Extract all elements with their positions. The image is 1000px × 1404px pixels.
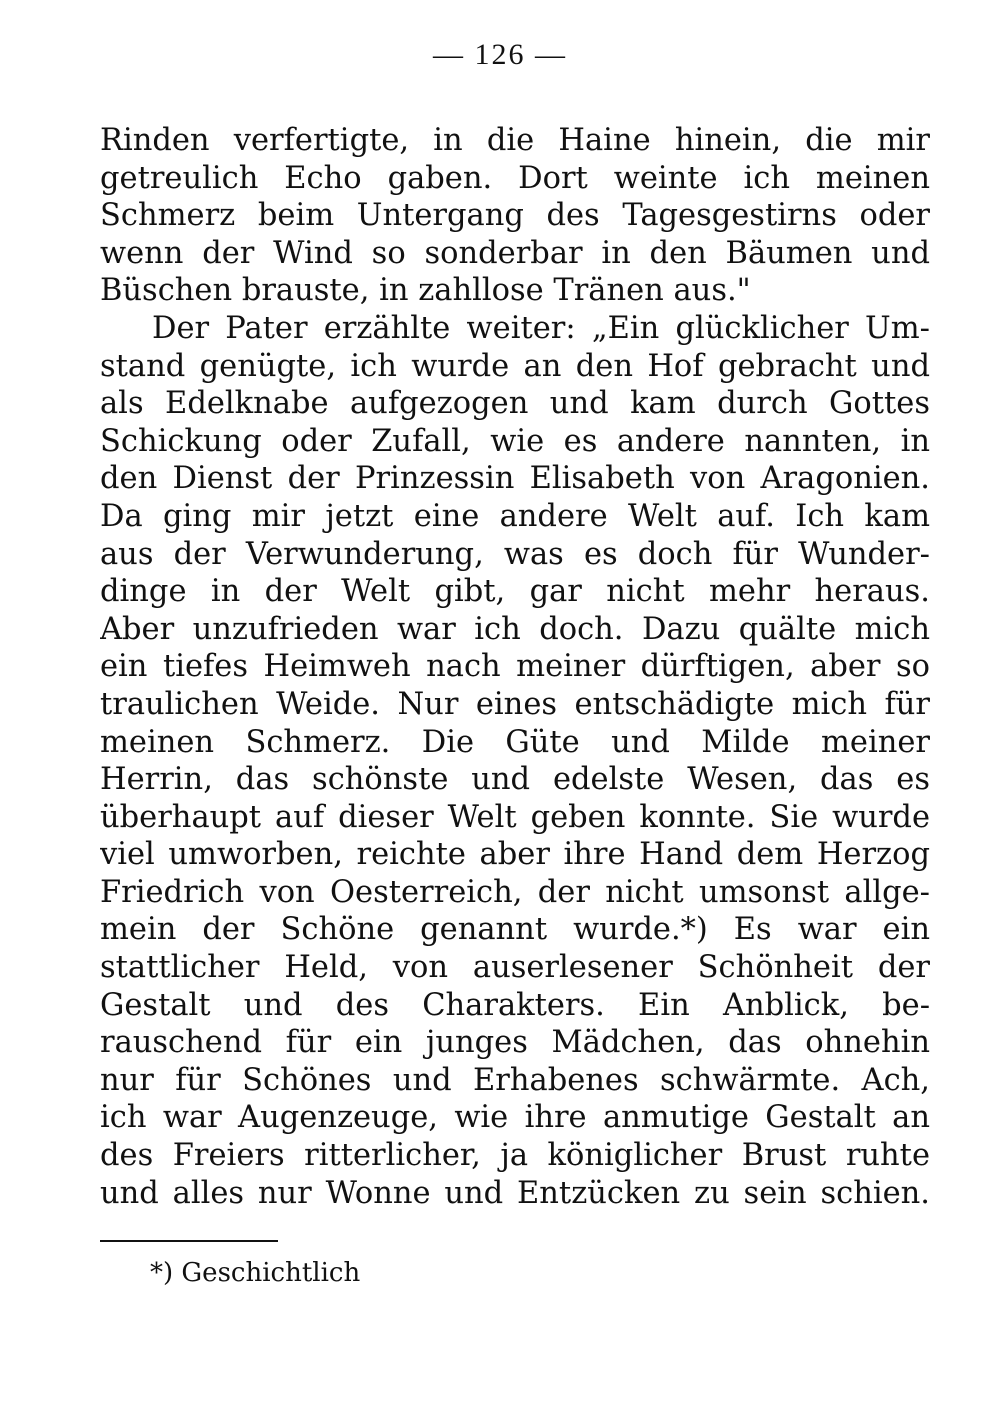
text-line: stand genügte, ich wurde an den Hof gebracht und — [100, 348, 930, 384]
text-line: Da ging mir jetzt eine andere Welt auf. Ich kam — [100, 498, 930, 534]
text-line: mein der Schöne genannt wurde.*) Es war ein — [100, 912, 930, 948]
text-line: ein tiefes Heimweh nach meiner dürftigen, aber so — [100, 649, 930, 685]
text-line: viel umworben, reichte aber ihre Hand dem Herzog — [100, 837, 930, 873]
body-text — [100, 122, 930, 1212]
footnote: *) Geschichtlich — [150, 1258, 361, 1288]
text-line: Friedrich von Oesterreich, der nicht umsonst allge- — [100, 874, 930, 910]
text-line: Schickung oder Zufall, wie es andere nannten, in — [100, 423, 930, 459]
text-line: und alles nur Wonne und Entzücken zu sein schien. — [100, 1175, 930, 1211]
text-line: Aber unzufrieden war ich doch. Dazu quälte mich — [100, 611, 930, 647]
text-line: stattlicher Held, von auserlesener Schönheit der — [100, 950, 930, 986]
text-line: aus der Verwunderung, was es doch für Wunder- — [100, 536, 930, 572]
text-line: getreulich Echo gaben. Dort weinte ich meinen — [100, 160, 930, 196]
text-line: Schmerz beim Untergang des Tagesgestirns oder — [100, 198, 930, 234]
text-line: Rinden verfertigte, in die Haine hinein, die mir — [100, 123, 930, 158]
text-line: Herrin, das schönste und edelste Wesen, das es — [100, 762, 930, 798]
text-line: Der Pater erzählte weiter: „Ein glücklicher Um- — [152, 310, 930, 346]
text-line: des Freiers ritterlicher, ja königlicher Brust ruhte — [100, 1138, 930, 1174]
text-line: überhaupt auf dieser Welt geben konnte. Sie wurde — [100, 799, 930, 835]
text-line: als Edelknabe aufgezogen und kam durch Gottes — [100, 386, 930, 422]
text-line: den Dienst der Prinzessin Elisabeth von Aragonien. — [100, 461, 930, 497]
text-line: Gestalt und des Charakters. Ein Anblick, be- — [100, 987, 930, 1023]
text-line: meinen Schmerz. Die Güte und Milde meiner — [100, 724, 930, 760]
page-number: — 126 — — [433, 38, 567, 71]
text-line: ich war Augenzeuge, wie ihre anmutige Gestalt an — [100, 1100, 930, 1136]
text-line: nur für Schönes und Erhabenes schwärmte. Ach, — [100, 1062, 930, 1098]
text-line: traulichen Weide. Nur eines entschädigte mich für — [100, 686, 930, 722]
footnote-divider — [100, 1240, 278, 1242]
text-line: Büschen brauste, in zahllose Tränen aus." — [100, 273, 751, 309]
text-line: rauschend für ein junges Mädchen, das ohnehin — [100, 1025, 930, 1061]
text-line: dinge in der Welt gibt, gar nicht mehr heraus. — [100, 574, 930, 610]
text-line: wenn der Wind so sonderbar in den Bäumen und — [100, 235, 930, 271]
